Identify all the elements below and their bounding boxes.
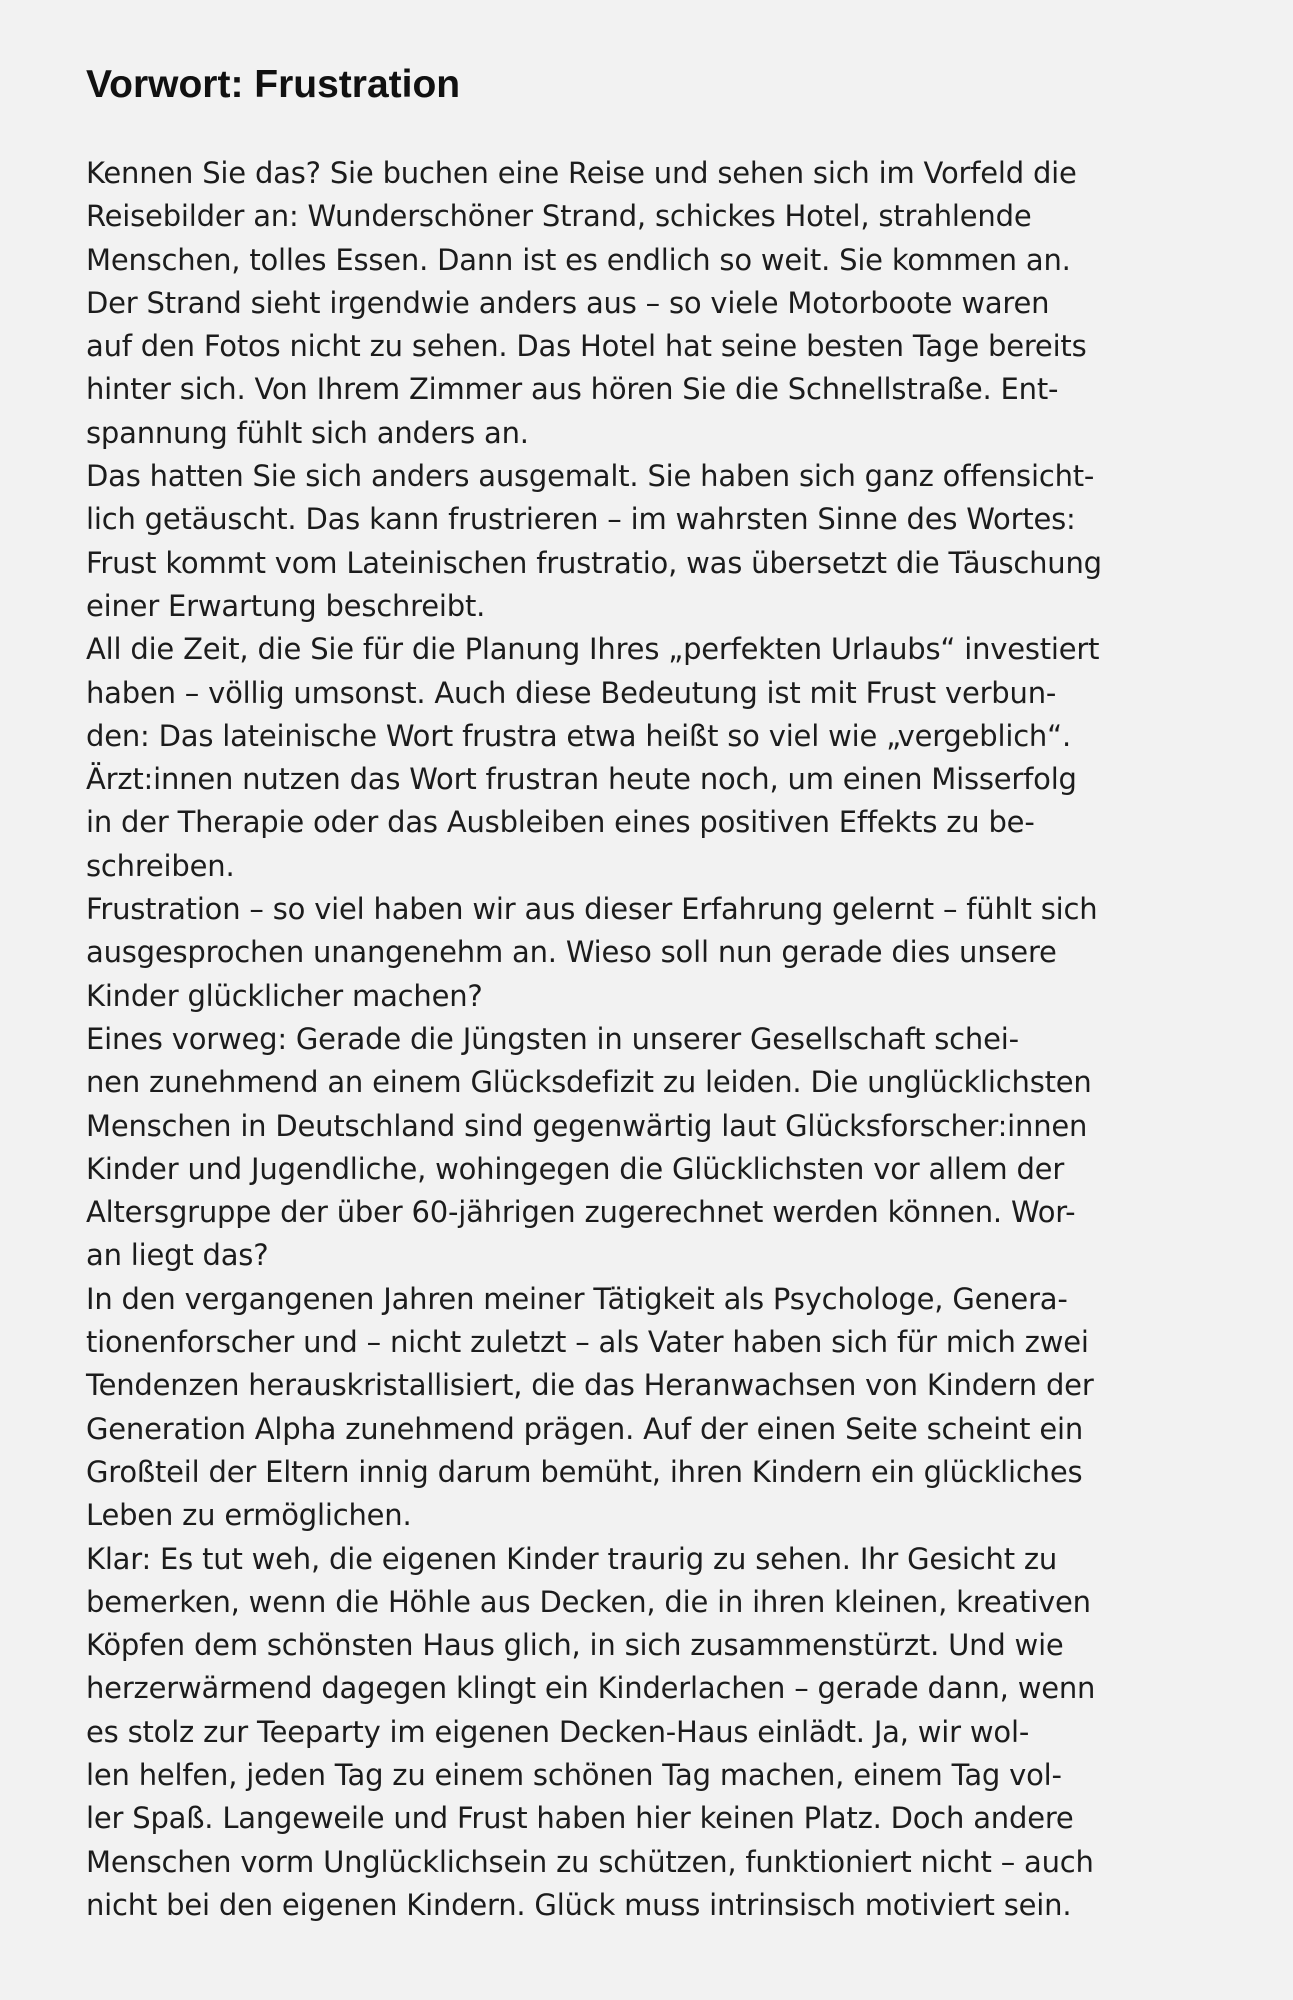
text-line: Kennen Sie das? Sie buchen eine Reise und sehen sich im Vorfeld die <box>86 156 1077 190</box>
text-line: herzerwärmend dagegen klingt ein Kinderlachen – gerade dann, wenn <box>86 1671 1096 1706</box>
text-line: Reisebilder an: Wunderschöner Strand, schickes Hotel, strahlende <box>86 199 1032 234</box>
text-line: Großteil der Eltern innig darum bemüht, ihren Kindern ein glückliches <box>86 1454 1083 1489</box>
text-line: All die Zeit, die Sie für die Planung Ihres „perfekten Urlaubs“ investiert <box>86 632 1100 667</box>
text-line: Tendenzen herauskristallisiert, die das Heranwachsen von Kindern der <box>86 1368 1094 1403</box>
text-line: nen zunehmend an einem Glücksdefizit zu leiden. Die unglücklichsten <box>86 1065 1092 1100</box>
text-line: es stolz zur Teeparty im eigenen Decken-Haus einlädt. Ja, wir wol- <box>86 1714 1030 1749</box>
text-line: Das hatten Sie sich anders ausgemalt. Sie haben sich ganz offensicht- <box>86 459 1095 494</box>
text-line: Köpfen dem schönsten Haus glich, in sich zusammenstürzt. Und wie <box>86 1628 1064 1663</box>
text-line: Kinder und Jugendliche, wohingegen die Glücklichsten vor allem der <box>86 1151 1065 1186</box>
text-line: len helfen, jeden Tag zu einem schönen Tag machen, einem Tag vol- <box>86 1757 1062 1792</box>
text-line: Menschen in Deutschland sind gegenwärtig laut Glücksforscher:innen <box>86 1108 1088 1143</box>
text-line: Kinder glücklicher machen? <box>86 978 483 1013</box>
text-line: Altersgruppe der über 60-jährigen zugerechnet werden können. Wor- <box>86 1195 1076 1230</box>
text-line: In den vergangenen Jahren meiner Tätigkeit als Psychologe, Genera- <box>86 1281 1068 1316</box>
text-line: Leben zu ermöglichen. <box>86 1498 412 1533</box>
document-page <box>86 60 1226 1927</box>
text-line: lich getäuscht. Das kann frustrieren – im wahrsten Sinne des Wortes: <box>86 502 1076 537</box>
text-line: tionenforscher und – nicht zuletzt – als Vater haben sich für mich zwei <box>86 1325 1089 1360</box>
text-line: Menschen, tolles Essen. Dann ist es endlich so weit. Sie kommen an. <box>86 242 1071 277</box>
text-line: einer Erwartung beschreibt. <box>86 588 486 623</box>
text-line: den: Das lateinische Wort frustra etwa heißt so viel wie „vergeblich“. <box>86 718 1071 753</box>
page-title: Vorwort: Frustration <box>86 63 461 106</box>
text-line: haben – völlig umsonst. Auch diese Bedeutung ist mit Frust verbun- <box>86 675 1057 710</box>
body-text <box>86 152 1226 1927</box>
text-line: ausgesprochen unangenehm an. Wieso soll nun gerade dies unsere <box>86 935 1057 970</box>
text-line: Frustration – so viel haben wir aus dieser Erfahrung gelernt – fühlt sich <box>86 892 1098 927</box>
text-line: Der Strand sieht irgendwie anders aus – so viele Motorboote waren <box>86 285 1050 320</box>
text-line: spannung fühlt sich anders an. <box>86 415 529 450</box>
text-line: nicht bei den eigenen Kindern. Glück muss intrinsisch motiviert sein. <box>86 1887 1072 1922</box>
text-line: in der Therapie oder das Ausbleiben eines positiven Effekts zu be- <box>86 805 1035 840</box>
text-line: Frust kommt vom Lateinischen frustratio, was übersetzt die Täuschung <box>86 545 1102 580</box>
text-line: Eines vorweg: Gerade die Jüngsten in unserer Gesellschaft schei- <box>86 1021 1019 1056</box>
text-line: an liegt das? <box>86 1238 269 1273</box>
text-line: Generation Alpha zunehmend prägen. Auf der einen Seite scheint ein <box>86 1411 1084 1446</box>
text-line: hinter sich. Von Ihrem Zimmer aus hören Sie die Schnellstraße. Ent- <box>86 372 1059 407</box>
text-line: bemerken, wenn die Höhle aus Decken, die in ihren kleinen, kreativen <box>86 1584 1091 1619</box>
text-line: Ärzt:innen nutzen das Wort frustran heute noch, um einen Misserfolg <box>86 762 1077 797</box>
text-line: Klar: Es tut weh, die eigenen Kinder traurig zu sehen. Ihr Gesicht zu <box>86 1541 1058 1576</box>
text-line: schreiben. <box>86 848 235 883</box>
text-line: auf den Fotos nicht zu sehen. Das Hotel hat seine besten Tage bereits <box>86 329 1087 364</box>
text-line: ler Spaß. Langeweile und Frust haben hier keinen Platz. Doch andere <box>86 1801 1074 1836</box>
text-line: Menschen vorm Unglücklichsein zu schützen, funktioniert nicht – auch <box>86 1844 1094 1879</box>
